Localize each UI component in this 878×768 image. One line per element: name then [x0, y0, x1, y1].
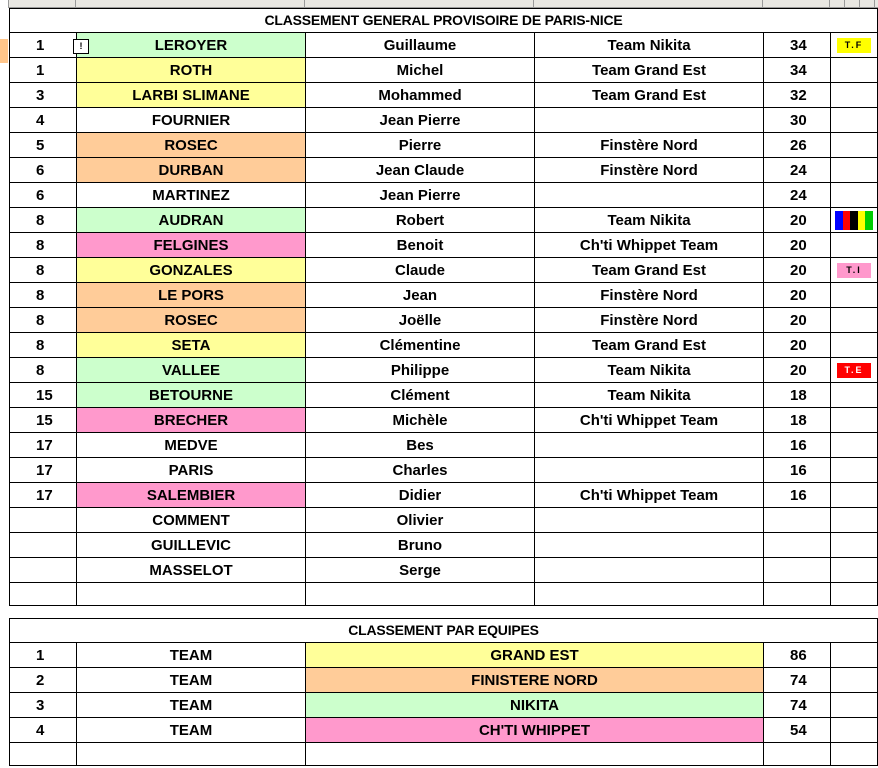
rank-cell[interactable]: 1 [10, 33, 77, 58]
team-cell[interactable]: Finstère Nord [535, 133, 764, 158]
firstname-cell[interactable]: Benoit [306, 233, 535, 258]
points-cell[interactable] [764, 533, 831, 558]
ranking-row [10, 483, 878, 508]
firstname-cell[interactable]: Jean Claude [306, 158, 535, 183]
ranking-row [10, 258, 878, 283]
firstname-cell[interactable]: Philippe [306, 358, 535, 383]
team-cell[interactable]: Ch'ti Whippet Team [535, 408, 764, 433]
empty-cell[interactable] [831, 668, 878, 693]
jersey-cell[interactable] [831, 458, 878, 483]
team-cell[interactable] [535, 183, 764, 208]
empty-cell[interactable] [306, 583, 535, 606]
ranking-row [10, 383, 878, 408]
points-cell[interactable]: 20 [764, 208, 831, 233]
jersey-cell[interactable] [831, 333, 878, 358]
rank-cell[interactable]: 15 [10, 408, 77, 433]
team-points-cell[interactable]: 74 [764, 668, 831, 693]
team-cell[interactable]: Finstère Nord [535, 283, 764, 308]
rank-cell[interactable]: 8 [10, 233, 77, 258]
team-cell[interactable]: Team Grand Est [535, 258, 764, 283]
jersey-cell[interactable] [831, 433, 878, 458]
jersey-cell[interactable] [831, 33, 878, 58]
surname-cell[interactable]: COMMENT [77, 508, 306, 533]
column-header-bar[interactable] [0, 0, 878, 8]
jersey-cell[interactable] [831, 258, 878, 283]
jersey-cell[interactable] [831, 358, 878, 383]
team-cell[interactable]: Ch'ti Whippet Team [535, 483, 764, 508]
firstname-cell[interactable]: Michèle [306, 408, 535, 433]
ranking-table [9, 8, 878, 766]
points-cell[interactable]: 20 [764, 233, 831, 258]
jersey-cell[interactable] [831, 158, 878, 183]
points-cell[interactable]: 20 [764, 333, 831, 358]
points-cell[interactable] [764, 508, 831, 533]
surname-cell[interactable]: MARTINEZ [77, 183, 306, 208]
jersey-badge: T.E [837, 363, 871, 378]
team-points-cell[interactable]: 86 [764, 643, 831, 668]
jersey-cell[interactable] [831, 558, 878, 583]
firstname-cell[interactable]: Bes [306, 433, 535, 458]
surname-cell[interactable]: FELGINES [77, 233, 306, 258]
empty-cell[interactable] [764, 583, 831, 606]
empty-cell[interactable] [306, 743, 764, 766]
points-cell[interactable] [764, 558, 831, 583]
points-cell[interactable]: 30 [764, 108, 831, 133]
team-cell[interactable]: Finstère Nord [535, 308, 764, 333]
team-cell[interactable] [535, 433, 764, 458]
points-cell[interactable]: 16 [764, 458, 831, 483]
ranking-row [10, 233, 878, 258]
team-label-cell[interactable]: TEAM [77, 693, 306, 718]
team-cell[interactable]: Team Grand Est [535, 83, 764, 108]
firstname-cell[interactable]: Michel [306, 58, 535, 83]
points-cell[interactable]: 32 [764, 83, 831, 108]
ranking-row [10, 558, 878, 583]
ranking-row [10, 58, 878, 83]
empty-cell[interactable] [831, 718, 878, 743]
rank-cell[interactable]: 6 [10, 158, 77, 183]
rank-cell[interactable]: 17 [10, 433, 77, 458]
points-cell[interactable]: 20 [764, 258, 831, 283]
firstname-cell[interactable]: Jean [306, 283, 535, 308]
points-cell[interactable]: 20 [764, 283, 831, 308]
rank-cell[interactable]: 8 [10, 308, 77, 333]
rank-cell[interactable]: 8 [10, 208, 77, 233]
team-points-cell[interactable]: 74 [764, 693, 831, 718]
team-cell[interactable]: Finstère Nord [535, 158, 764, 183]
firstname-cell[interactable]: Charles [306, 458, 535, 483]
empty-cell[interactable] [10, 583, 77, 606]
ranking-row [10, 183, 878, 208]
ranking-row [10, 208, 878, 233]
jersey-cell[interactable] [831, 183, 878, 208]
blank-row [10, 583, 878, 606]
team-ranking-title: CLASSEMENT PAR EQUIPES [10, 619, 878, 643]
rank-cell[interactable] [10, 558, 77, 583]
surname-cell[interactable]: GONZALES [77, 258, 306, 283]
general-title-row [10, 9, 878, 33]
surname-cell[interactable]: LARBI SLIMANE [77, 83, 306, 108]
jersey-cell[interactable] [831, 408, 878, 433]
points-cell[interactable]: 16 [764, 433, 831, 458]
team-title-row [10, 619, 878, 643]
ranking-row [10, 358, 878, 383]
empty-cell[interactable] [77, 583, 306, 606]
team-name-cell[interactable]: CH'TI WHIPPET [306, 718, 764, 743]
firstname-cell[interactable]: Jean Pierre [306, 108, 535, 133]
team-cell[interactable] [535, 108, 764, 133]
ranking-row [10, 458, 878, 483]
ranking-row [10, 83, 878, 108]
team-cell[interactable]: Team Nikita [535, 358, 764, 383]
surname-cell[interactable]: BETOURNE [77, 383, 306, 408]
rank-cell[interactable]: 5 [10, 133, 77, 158]
rank-cell[interactable]: 3 [10, 83, 77, 108]
team-cell[interactable] [535, 533, 764, 558]
points-cell[interactable]: 34 [764, 33, 831, 58]
firstname-cell[interactable]: Serge [306, 558, 535, 583]
rank-cell[interactable]: 8 [10, 283, 77, 308]
general-ranking-title: CLASSEMENT GENERAL PROVISOIRE DE PARIS-NICE [10, 9, 878, 33]
surname-cell[interactable]: ROTH [77, 58, 306, 83]
team-points-cell[interactable]: 54 [764, 718, 831, 743]
rank-cell[interactable]: 17 [10, 483, 77, 508]
team-label-cell[interactable]: TEAM [77, 668, 306, 693]
team-cell[interactable]: Team Grand Est [535, 58, 764, 83]
jersey-cell[interactable] [831, 283, 878, 308]
team-rank-cell[interactable]: 1 [10, 643, 77, 668]
team-label-cell[interactable]: TEAM [77, 643, 306, 668]
team-row [10, 718, 878, 743]
spacer-cell [10, 606, 878, 619]
surname-cell[interactable]: FOURNIER [77, 108, 306, 133]
firstname-cell[interactable]: Didier [306, 483, 535, 508]
ranking-row [10, 508, 878, 533]
jersey-badge: T.F [837, 38, 871, 53]
team-cell[interactable]: Team Grand Est [535, 333, 764, 358]
team-name-cell[interactable]: GRAND EST [306, 643, 764, 668]
jersey-badge: T.I [837, 263, 871, 278]
surname-cell[interactable]: GUILLEVIC [77, 533, 306, 558]
ranking-row [10, 308, 878, 333]
rank-cell[interactable]: 6 [10, 183, 77, 208]
team-label-cell[interactable]: TEAM [77, 718, 306, 743]
team-rank-cell[interactable]: 4 [10, 718, 77, 743]
surname-cell[interactable]: SETA [77, 333, 306, 358]
rank-cell[interactable]: 4 [10, 108, 77, 133]
jersey-cell[interactable] [831, 83, 878, 108]
team-cell[interactable]: Team Nikita [535, 208, 764, 233]
jersey-cell[interactable] [831, 483, 878, 508]
empty-cell[interactable] [831, 583, 878, 606]
surname-cell[interactable]: ROSEC [77, 133, 306, 158]
jersey-cell[interactable] [831, 58, 878, 83]
ranking-row [10, 283, 878, 308]
rank-cell[interactable]: 15 [10, 383, 77, 408]
firstname-cell[interactable]: Guillaume [306, 33, 535, 58]
points-cell[interactable]: 20 [764, 358, 831, 383]
surname-cell[interactable]: BRECHER [77, 408, 306, 433]
points-cell[interactable]: 18 [764, 383, 831, 408]
surname-cell[interactable]: MEDVE [77, 433, 306, 458]
points-cell[interactable]: 34 [764, 58, 831, 83]
ranking-row [10, 433, 878, 458]
team-row [10, 693, 878, 718]
jersey-cell[interactable] [831, 508, 878, 533]
team-row [10, 668, 878, 693]
team-rank-cell[interactable]: 2 [10, 668, 77, 693]
jersey-cell[interactable] [831, 308, 878, 333]
surname-cell[interactable]: LEROYER [77, 33, 306, 58]
firstname-cell[interactable]: Clémentine [306, 333, 535, 358]
ranking-row [10, 158, 878, 183]
jersey-cell[interactable] [831, 533, 878, 558]
surname-cell[interactable]: ROSEC [77, 308, 306, 333]
empty-cell[interactable] [10, 743, 77, 766]
jersey-cell[interactable] [831, 208, 878, 233]
firstname-cell[interactable]: Claude [306, 258, 535, 283]
empty-cell[interactable] [764, 743, 831, 766]
surname-cell[interactable]: VALLEE [77, 358, 306, 383]
points-cell[interactable]: 26 [764, 133, 831, 158]
firstname-cell[interactable]: Olivier [306, 508, 535, 533]
team-cell[interactable] [535, 508, 764, 533]
team-cell[interactable]: Team Nikita [535, 33, 764, 58]
jersey-cell[interactable] [831, 233, 878, 258]
empty-cell[interactable] [77, 743, 306, 766]
team-cell[interactable]: Team Nikita [535, 383, 764, 408]
empty-cell[interactable] [535, 583, 764, 606]
rank-cell[interactable]: 1 [10, 58, 77, 83]
surname-cell[interactable]: PARIS [77, 458, 306, 483]
blank-row [10, 743, 878, 766]
jersey-cell[interactable] [831, 383, 878, 408]
jersey-cell[interactable] [831, 108, 878, 133]
firstname-cell[interactable]: Robert [306, 208, 535, 233]
flag-icon [835, 211, 873, 230]
ranking-row [10, 533, 878, 558]
surname-cell[interactable]: AUDRAN [77, 208, 306, 233]
rank-cell[interactable]: 8 [10, 258, 77, 283]
empty-cell[interactable] [831, 743, 878, 766]
team-row [10, 643, 878, 668]
ranking-row [10, 33, 878, 58]
surname-cell[interactable]: LE PORS [77, 283, 306, 308]
surname-cell[interactable]: MASSELOT [77, 558, 306, 583]
spacer-row [10, 606, 878, 619]
team-cell[interactable] [535, 558, 764, 583]
rank-cell[interactable] [10, 508, 77, 533]
jersey-cell[interactable] [831, 133, 878, 158]
ranking-row [10, 408, 878, 433]
empty-cell[interactable] [831, 693, 878, 718]
rank-cell[interactable] [10, 533, 77, 558]
points-cell[interactable]: 20 [764, 308, 831, 333]
ranking-row [10, 333, 878, 358]
rank-cell[interactable]: 17 [10, 458, 77, 483]
team-cell[interactable] [535, 458, 764, 483]
firstname-cell[interactable]: Bruno [306, 533, 535, 558]
team-name-cell[interactable]: NIKITA [306, 693, 764, 718]
empty-cell[interactable] [831, 643, 878, 668]
points-cell[interactable]: 16 [764, 483, 831, 508]
firstname-cell[interactable]: Jean Pierre [306, 183, 535, 208]
rank-cell[interactable]: 8 [10, 358, 77, 383]
surname-cell[interactable]: SALEMBIER [77, 483, 306, 508]
firstname-cell[interactable]: Pierre [306, 133, 535, 158]
team-name-cell[interactable]: FINISTERE NORD [306, 668, 764, 693]
points-cell[interactable]: 24 [764, 158, 831, 183]
ranking-row [10, 108, 878, 133]
warning-note-icon[interactable]: ! [73, 39, 89, 54]
team-cell[interactable]: Ch'ti Whippet Team [535, 233, 764, 258]
points-cell[interactable]: 18 [764, 408, 831, 433]
row-header-bar[interactable] [0, 0, 8, 768]
rank-cell[interactable]: 8 [10, 333, 77, 358]
surname-cell[interactable]: DURBAN [77, 158, 306, 183]
firstname-cell[interactable]: Joëlle [306, 308, 535, 333]
team-rank-cell[interactable]: 3 [10, 693, 77, 718]
points-cell[interactable]: 24 [764, 183, 831, 208]
ranking-row [10, 133, 878, 158]
firstname-cell[interactable]: Clément [306, 383, 535, 408]
firstname-cell[interactable]: Mohammed [306, 83, 535, 108]
